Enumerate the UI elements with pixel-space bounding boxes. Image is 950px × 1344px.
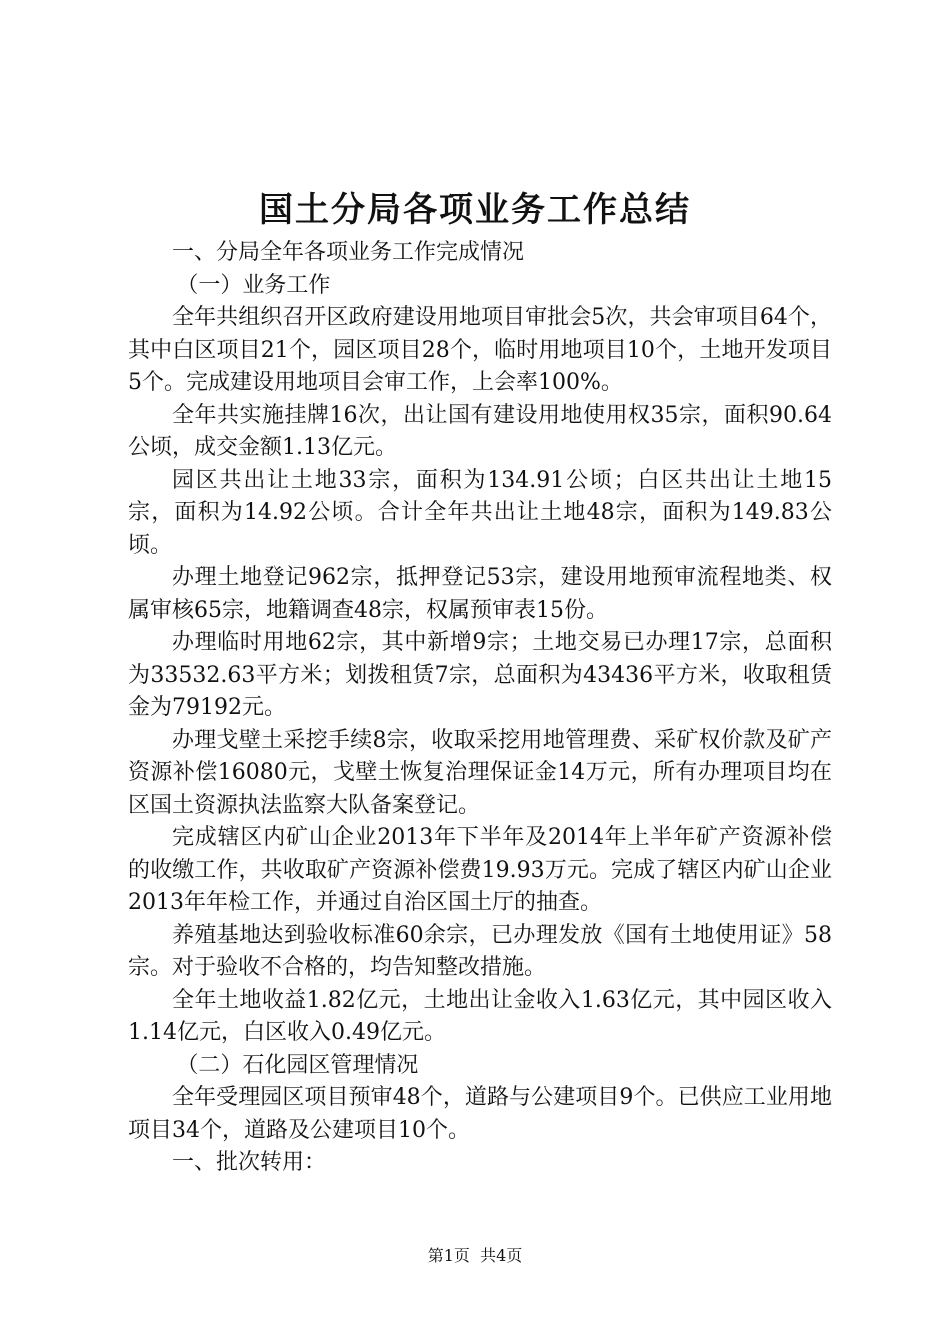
paragraph: 全年共组织召开区政府建设用地项目审批会5次，共会审项目64个，其中白区项目21个，园区项目28个，临时用地项目10个，土地开发项目5个。完成建设用地项目会审工作，上会率100%。 [128,305,832,395]
paragraph: 办理戈壁土采挖手续8宗，收取采挖用地管理费、采矿权价款及矿产资源补偿16080元，戈壁土恢复治理保证金14万元，所有办理项目均在区国土资源执法监察大队备案登记。 [128,727,832,818]
page-number: 第1页 共4页 [427,1246,523,1265]
paragraph: 全年受理园区项目预审48个，道路与公建项目9个。已供应工业用地项目34个，道路及公建项目10个。 [128,1085,832,1143]
paragraph: 完成辖区内矿山企业2013年下半年及2014年上半年矿产资源补偿的收缴工作，共收取矿产资源补偿费19.93万元。完成了辖区内矿山企业2013年年检工作，并通过自治区国土厅的抽查。 [128,825,832,915]
paragraph: 养殖基地达到验收标准60余宗，已办理发放《国有土地使用证》58宗。对于验收不合格的，均告知整改措施。 [128,922,832,980]
paragraph: 办理土地登记962宗，抵押登记53宗，建设用地预审流程地类、权属审核65宗，地籍调查48宗，权属预审表15份。 [128,565,832,623]
paragraph: 园区共出让土地33宗，面积为134.91公顷；白区共出让土地15宗，面积为14.92公顷。合计全年共出让土地48宗，面积为149.83公顷。 [128,467,832,558]
document-title: 国土分局各项业务工作总结 [259,190,691,230]
section-heading: 一、分局全年各项业务工作完成情况 [172,240,525,265]
subsection-heading: （二）石化园区管理情况 [176,1052,419,1078]
paragraph: 办理临时用地62宗，其中新增9宗；土地交易已办理17宗，总面积为33532.63平方米；划拨租赁7宗，总面积为43436平方米，收取租赁金为79192元。 [128,630,832,720]
document-body [128,237,832,1180]
subsection-heading: （一）业务工作 [176,272,331,298]
section-heading: 一、批次转用： [172,1150,327,1175]
paragraph: 全年共实施挂牌16次，出让国有建设用地使用权35宗，面积90.64公顷，成交金额1.13亿元。 [128,402,832,460]
paragraph: 全年土地收益1.82亿元，土地出让金收入1.63亿元，其中园区收入1.14亿元，白区收入0.49亿元。 [128,987,832,1045]
